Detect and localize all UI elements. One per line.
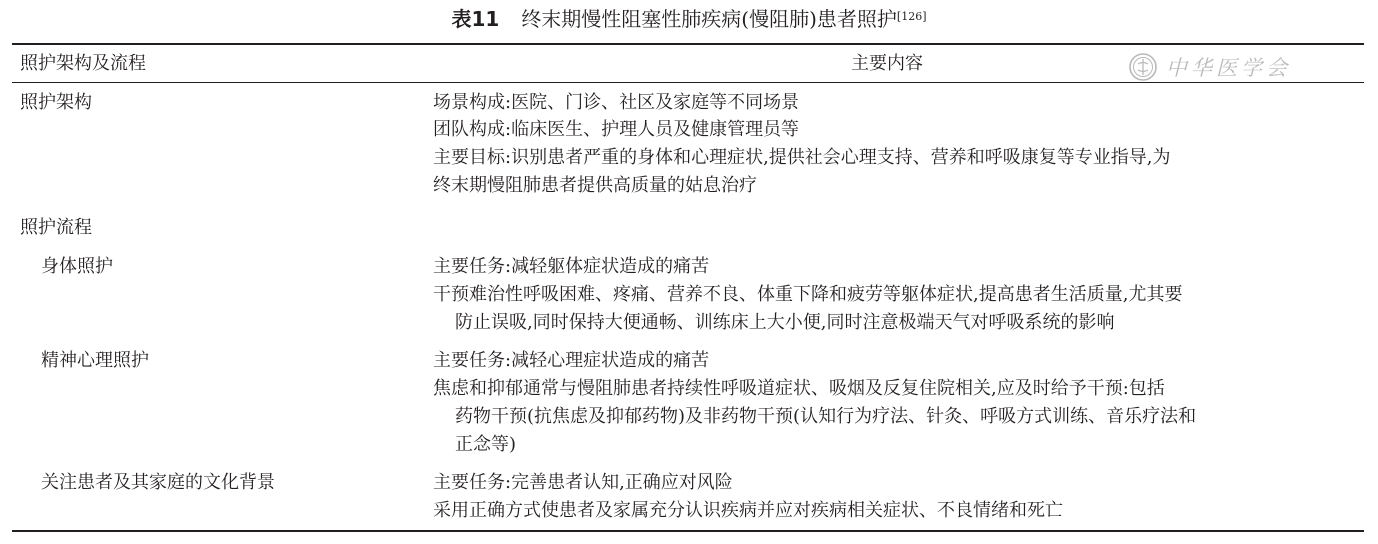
- table-number: 表11: [451, 7, 500, 31]
- content-line: 采用正确方式使患者及家属充分认识疾病并应对疾病相关症状、不良情绪和死亡: [433, 500, 1063, 521]
- content-line: 主要目标:识别患者严重的身体和心理症状,提供社会心理支持、营养和呼吸康复等专业指导,为: [433, 147, 1171, 168]
- content-line: 焦虑和抑郁通常与慢阻肺患者持续性呼吸道症状、吸烟及反复住院相关,应及时给予干预:包括: [433, 378, 1165, 399]
- row-label-physical-care: 身体照护: [41, 256, 113, 277]
- table-top-rule: [12, 43, 1364, 45]
- table-bottom-rule: [12, 530, 1364, 532]
- table-caption: [0, 6, 1378, 32]
- content-line: 药物干预(抗焦虑及抑郁药物)及非药物干预(认知行为疗法、针灸、呼吸方式训练、音乐疗法和: [455, 406, 1197, 427]
- section-title-structure: 照护架构: [20, 92, 92, 113]
- table-title: 终末期慢性阻塞性肺疾病(慢阻肺)患者照护: [521, 7, 897, 31]
- content-line: 终末期慢阻肺患者提供高质量的姑息治疗: [433, 175, 757, 196]
- column-header-structure: 照护架构及流程: [20, 53, 146, 74]
- content-line: 场景构成:医院、门诊、社区及家庭等不同场景: [433, 92, 800, 113]
- table-header-rule: [12, 82, 1364, 83]
- content-line: 团队构成:临床医生、护理人员及健康管理员等: [433, 119, 800, 140]
- row-task: 主要任务:减轻心理症状造成的痛苦: [433, 350, 710, 371]
- reference-marker: [126]: [896, 10, 927, 23]
- watermark-text: 中华医学会: [1166, 56, 1291, 80]
- row-label-mental-care: 精神心理照护: [41, 350, 149, 371]
- content-line: 防止误吸,同时保持大便通畅、训练床上大小便,同时注意极端天气对呼吸系统的影响: [455, 312, 1115, 333]
- column-header-content: 主要内容: [851, 53, 923, 74]
- row-task: 主要任务:完善患者认知,正确应对风险: [433, 472, 733, 493]
- row-task: 主要任务:减轻躯体症状造成的痛苦: [433, 256, 710, 277]
- watermark: [1128, 50, 1291, 84]
- society-seal-icon: [1128, 52, 1158, 82]
- section-title-process: 照护流程: [20, 217, 92, 238]
- content-line: 正念等): [455, 434, 517, 455]
- content-line: 干预难治性呼吸困难、疼痛、营养不良、体重下降和疲劳等躯体症状,提高患者生活质量,尤其要: [433, 284, 1183, 305]
- row-label-cultural-background: 关注患者及其家庭的文化背景: [41, 472, 275, 493]
